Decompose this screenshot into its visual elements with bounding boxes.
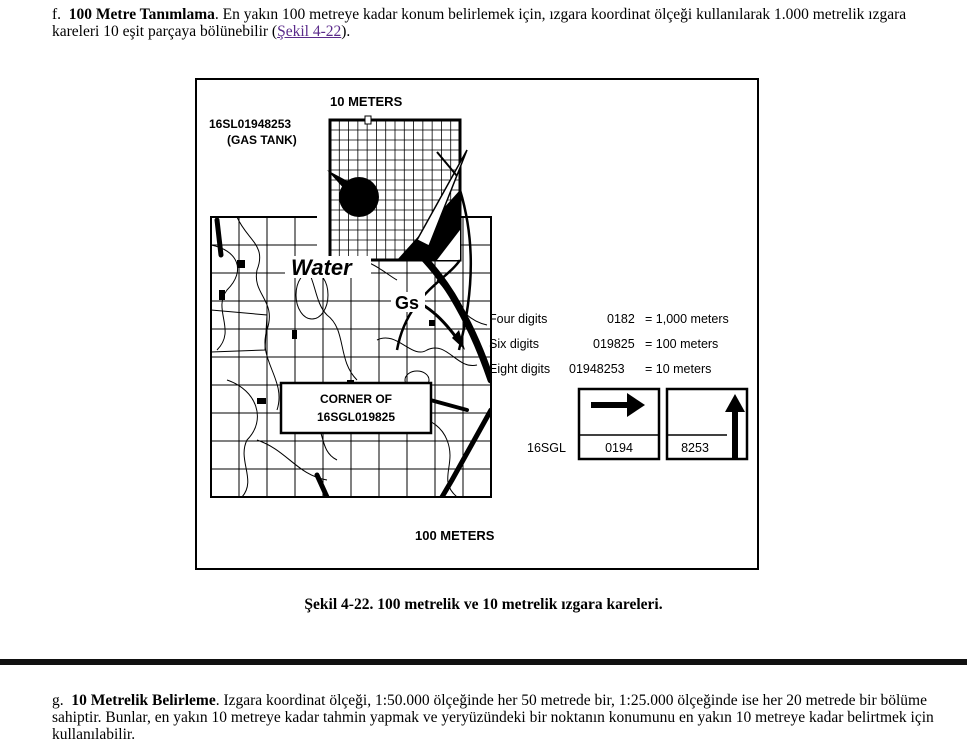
legend-eq-six: = 100 meters — [645, 337, 719, 351]
zone-label: 16SGL — [527, 441, 566, 455]
legend-value-six: 019825 — [593, 337, 635, 351]
legend-value-four: 0182 — [607, 312, 635, 326]
paragraph-g — [52, 692, 952, 743]
northing-value: 8253 — [681, 441, 709, 455]
point-desc-label: (GAS TANK) — [227, 133, 297, 147]
paragraph-text: . En yakın 100 metreye kadar konum belirlemek için, ızgara koordinat ölçeği kullanılarak 1.000 metrelik ızgara kareleri 10 eşit parçaya bölünebilir ( — [52, 6, 907, 40]
corner-label-line1: CORNER OF — [320, 392, 392, 406]
up-arrow-icon — [732, 410, 738, 458]
legend-eq-four: = 1,000 meters — [645, 312, 729, 326]
zoom-square — [317, 116, 467, 260]
bottom-scale-label: 100 METERS — [415, 528, 495, 543]
coordinate-boxes — [527, 389, 747, 459]
paragraph-letter: f. — [52, 6, 62, 23]
figure-drawing — [197, 80, 757, 568]
paragraph-heading: 10 Metrelik Belirleme — [71, 692, 216, 709]
paragraph-text: . Izgara koordinat ölçeği, 1:50.000 ölçeğinde her 50 metrede bir, 1:25.000 ölçeğinde ise her 20 metrede bir bölüme sahiptir. Bunlar, en yakın 10 metreye kadar tahmin yapmak ve yeryüzündeki bir noktanın konumunu en yakın 10 metreye kadar belirtmek için kullanılabilir. — [52, 692, 934, 743]
corner-label-line2: 16SGL019825 — [316, 410, 396, 424]
right-arrow-icon — [591, 402, 627, 408]
legend-label-eight: Eight digits — [489, 362, 551, 376]
legend-label-four: Four digits — [489, 312, 548, 326]
figure-link[interactable]: Şekil 4-22 — [277, 23, 342, 40]
digits-legend — [489, 312, 729, 376]
paragraph-letter: g. — [52, 692, 64, 709]
map-gas-label: Gs — [395, 293, 420, 313]
paragraph-text-end: ). — [341, 23, 351, 40]
point-id-label: 16SL01948253 — [209, 117, 292, 131]
easting-value: 0194 — [605, 441, 633, 455]
top-scale-label: 10 METERS — [330, 94, 403, 109]
figure-grid-squares — [195, 78, 759, 570]
corner-box — [281, 383, 431, 433]
legend-eq-eight: = 10 meters — [645, 362, 712, 376]
legend-label-six: Six digits — [489, 337, 540, 351]
legend-value-eight: 01948253 — [569, 362, 625, 376]
map-water-label: Water — [291, 255, 352, 280]
section-divider — [0, 659, 967, 665]
paragraph-heading: 100 Metre Tanımlama — [68, 6, 215, 23]
figure-caption: Şekil 4-22. 100 metrelik ve 10 metrelik ızgara kareleri. — [304, 596, 663, 613]
paragraph-f — [52, 6, 952, 40]
